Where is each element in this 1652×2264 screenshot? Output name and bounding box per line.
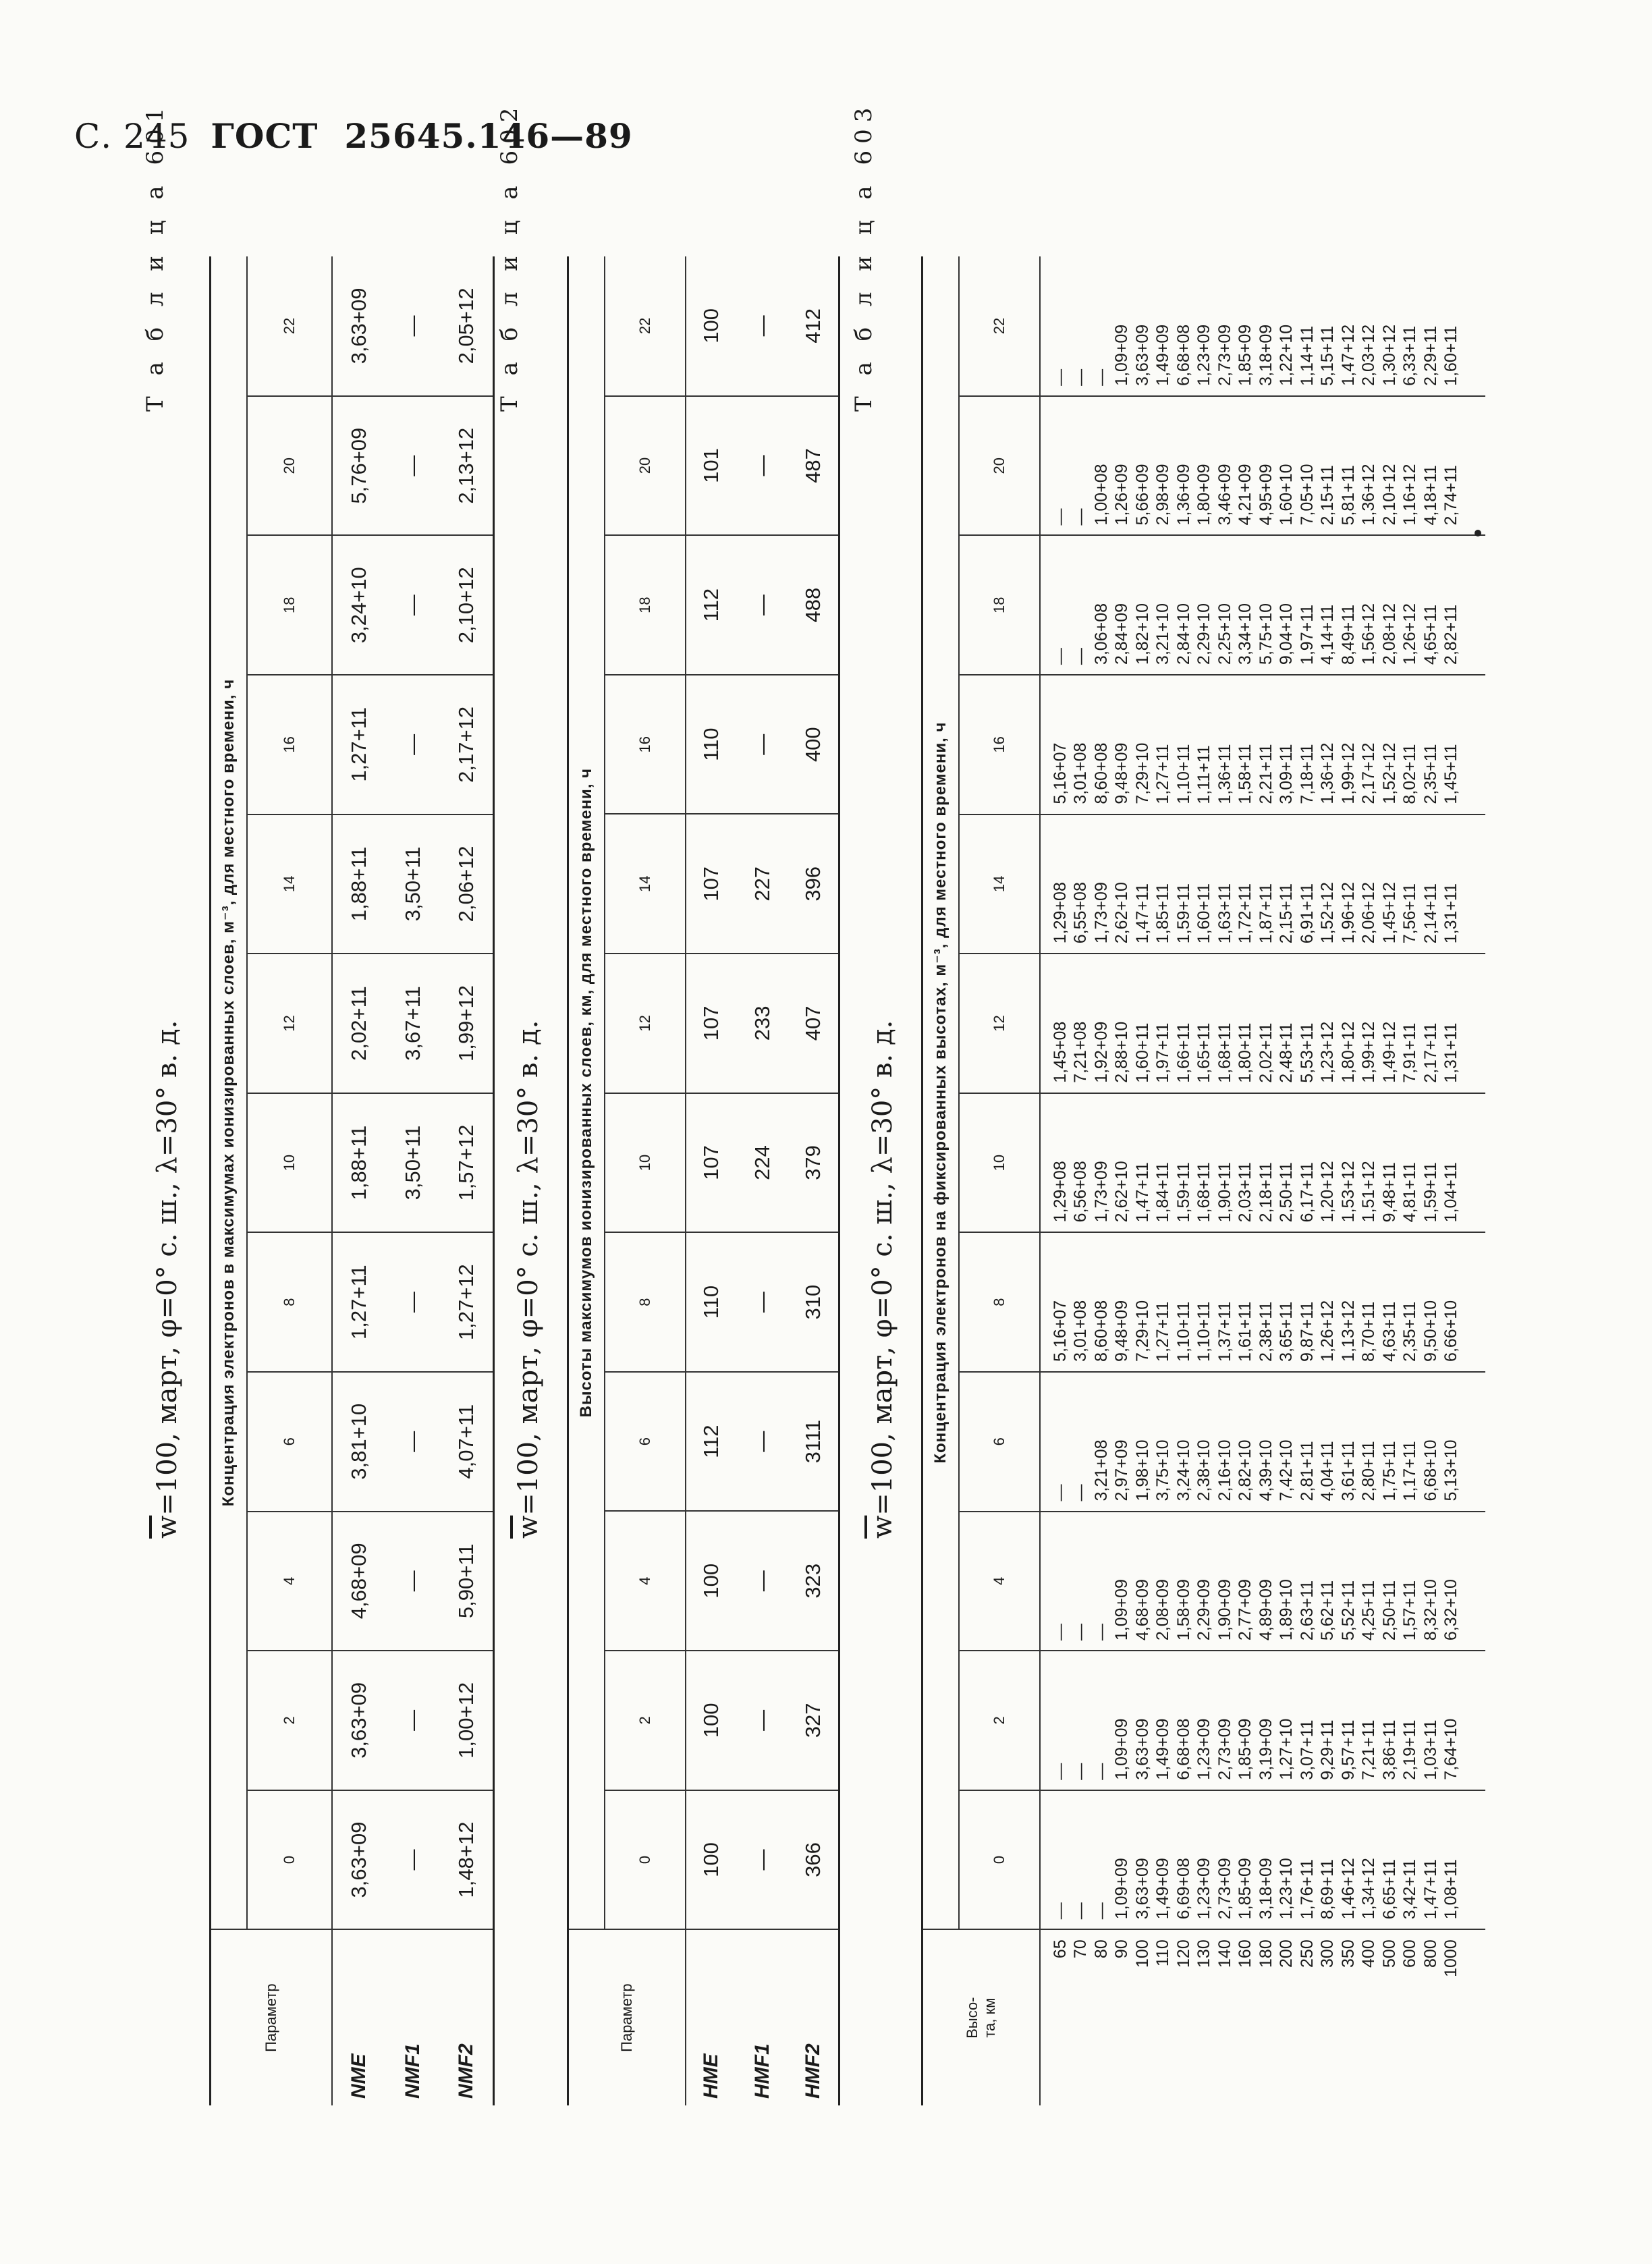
table-cell: 407 — [788, 954, 839, 1093]
hour-header: 10 — [959, 1093, 1040, 1233]
hour-header: 0 — [959, 1790, 1040, 1930]
table-601-caption: Концентрация электронов в максимумах ионизированных слоев, м⁻³, для местного времени, ч — [211, 256, 247, 1929]
table-row — [332, 256, 386, 2105]
table-601-label: Т а б л и ц а 601 — [142, 101, 169, 412]
hour-header: 6 — [959, 1372, 1040, 1512]
table-cell: — — [737, 396, 788, 536]
table-cell: 1,57+12 — [440, 1093, 494, 1233]
table-603-caption: Концентрация электронов на фиксированных высотах, м⁻³, для местного времени, ч — [923, 256, 959, 1929]
hour-header: 0 — [605, 1790, 686, 1930]
hour-header: 18 — [959, 535, 1040, 675]
table-cell: 327 — [788, 1651, 839, 1790]
hour-header: 6 — [605, 1372, 686, 1512]
hour-header: 8 — [247, 1232, 332, 1372]
table-cell: — — [737, 1651, 788, 1790]
table-cell: — — [386, 1512, 440, 1651]
table-cell: — — [386, 535, 440, 675]
data-column: — — — 1,09+09 3,63+09 1,49+09 6,69+08 1,23+09 2,73+09 1,85+09 3,18+09 1,23+10 1,76+11 8,69+11 1,46+12 1,34+12 6,65+11 3,42+11 1,47+11 1,08+11 — [1040, 1790, 1485, 1930]
hour-header: 22 — [959, 256, 1040, 396]
hour-header: 12 — [247, 954, 332, 1093]
table-cell: 112 — [686, 1372, 737, 1512]
data-column: — — — 1,09+09 3,63+09 1,49+09 6,68+08 1,23+09 2,73+09 1,85+09 3,18+09 1,22+10 1,14+11 5,15+11 1,47+12 2,03+12 1,30+12 6,33+11 2,29+11 1,60+11 — [1040, 256, 1485, 396]
hour-header: 22 — [605, 256, 686, 396]
table-cell: 3,81+10 — [332, 1372, 386, 1512]
table-cell: — — [386, 1790, 440, 1930]
hour-header: 8 — [959, 1232, 1040, 1372]
table-row — [686, 256, 737, 2105]
table-row — [737, 256, 788, 2105]
hour-header: 2 — [605, 1651, 686, 1790]
table-cell: 2,05+12 — [440, 256, 494, 396]
table-603-condition: $\overline{w}=100$, март, φ=0° с. ш., λ=30° в. д. — [867, 1020, 898, 1539]
data-column: 1,29+08 6,55+08 1,73+09 2,62+10 1,47+11 1,85+11 1,59+11 1,60+11 1,63+11 1,72+11 1,87+11 2,15+11 6,91+11 1,52+12 1,96+12 2,06+12 1,45+12 7,56+11 2,14+11 1,31+11 — [1040, 815, 1485, 954]
table-cell: 2,02+11 — [332, 954, 386, 1093]
table-cell: 1,27+12 — [440, 1232, 494, 1372]
table-cell: — — [386, 396, 440, 536]
table-cell: — — [737, 1511, 788, 1651]
table-cell: 3,24+10 — [332, 535, 386, 675]
data-column: — — 3,21+08 2,97+09 1,98+10 3,75+10 3,24+10 2,38+10 2,16+10 2,82+10 4,39+10 7,42+10 2,81+11 4,04+11 3,61+11 2,80+11 1,75+11 1,17+11 6,68+10 5,13+10 — [1040, 1372, 1485, 1512]
table-cell: 323 — [788, 1511, 839, 1651]
param-name: NMF2 — [454, 2043, 477, 2099]
table-cell: 366 — [788, 1790, 839, 1930]
hour-header: 0 — [247, 1790, 332, 1930]
table-row — [386, 256, 440, 2105]
table-601-condition: $\overline{w}=100$, март, φ=0° с. ш., λ=30° в. д. — [152, 1020, 183, 1539]
table-cell: 110 — [686, 1232, 737, 1372]
hour-header: 6 — [247, 1372, 332, 1512]
table-cell: 5,76+09 — [332, 396, 386, 536]
hour-header: 22 — [247, 256, 332, 396]
hour-header: 16 — [605, 675, 686, 815]
table-cell: 233 — [737, 954, 788, 1093]
table-cell: — — [386, 675, 440, 815]
table-cell: — — [386, 256, 440, 396]
hour-header: 8 — [605, 1232, 686, 1372]
hour-header: 14 — [605, 815, 686, 954]
data-column: 1,29+08 6,56+08 1,73+09 2,62+10 1,47+11 1,84+11 1,59+11 1,68+11 1,90+11 2,03+11 2,18+11 2,50+11 6,17+11 1,20+12 1,53+12 1,51+12 9,48+11 4,81+11 1,59+11 1,04+11 — [1040, 1093, 1485, 1233]
hour-header: 20 — [247, 396, 332, 536]
table-cell: — — [386, 1651, 440, 1790]
table-cell: — — [737, 1372, 788, 1512]
param-header: Параметр — [617, 1983, 635, 2052]
hour-header: 14 — [959, 815, 1040, 954]
data-column: 5,16+07 3,01+08 8,60+08 9,48+09 7,29+10 1,27+11 1,10+11 1,11+11 1,36+11 1,58+11 2,21+11 3,09+11 7,18+11 1,36+12 1,99+12 2,17+12 1,52+12 8,02+11 2,35+11 1,45+11 — [1040, 675, 1485, 815]
table-cell: 1,88+11 — [332, 1093, 386, 1233]
hour-header: 4 — [605, 1511, 686, 1651]
table-cell: 396 — [788, 815, 839, 954]
table-cell: 3111 — [788, 1372, 839, 1512]
hour-header: 10 — [605, 1093, 686, 1233]
table-cell: 400 — [788, 675, 839, 815]
table-cell: 3,50+11 — [386, 1093, 440, 1233]
hour-header: 2 — [959, 1651, 1040, 1790]
table-cell: 1,27+11 — [332, 675, 386, 815]
table-603 — [921, 256, 1485, 2105]
table-cell: 310 — [788, 1232, 839, 1372]
table-cell: 224 — [737, 1093, 788, 1233]
table-cell: 3,63+09 — [332, 1651, 386, 1790]
table-cell: 1,00+12 — [440, 1651, 494, 1790]
hour-header: 18 — [247, 535, 332, 675]
table-cell: 2,06+12 — [440, 815, 494, 954]
standard-number: 25645.146—89 — [344, 116, 633, 156]
table-row — [788, 256, 839, 2105]
data-column: — — 3,06+08 2,84+09 1,82+10 3,21+10 2,84+10 2,29+10 2,25+10 3,34+10 5,75+10 9,04+10 1,97+11 4,14+11 8,49+11 1,56+12 2,08+12 1,26+12 4,65+11 2,82+11 — [1040, 535, 1485, 675]
table-602 — [567, 256, 840, 2105]
table-cell: 379 — [788, 1093, 839, 1233]
hour-header: 14 — [247, 815, 332, 954]
hour-header: 4 — [247, 1512, 332, 1651]
table-cell: 412 — [788, 256, 839, 396]
data-column: 1,45+08 7,21+08 1,92+09 2,88+10 1,60+11 1,97+11 1,66+11 1,65+11 1,68+11 1,80+11 2,02+11 2,48+11 5,53+11 1,23+12 1,80+12 1,99+12 1,49+12 7,91+11 2,17+11 1,31+11 — [1040, 954, 1485, 1093]
table-cell: — — [737, 675, 788, 815]
param-header: Параметр — [262, 1983, 279, 2052]
data-column: — — — 1,09+09 4,68+09 2,08+09 1,58+09 2,29+09 1,90+09 2,77+09 4,89+09 1,89+10 2,63+11 5,62+11 5,52+11 4,25+11 2,50+11 1,57+11 8,32+10 6,32+10 — [1040, 1512, 1485, 1651]
hour-header: 16 — [959, 675, 1040, 815]
param-name: HMF1 — [750, 2043, 773, 2099]
table-cell: 5,90+11 — [440, 1512, 494, 1651]
table-cell: 2,17+12 — [440, 675, 494, 815]
hour-header: 20 — [959, 396, 1040, 536]
table-cell: 3,67+11 — [386, 954, 440, 1093]
table-cell: 100 — [686, 1790, 737, 1930]
table-cell: — — [386, 1372, 440, 1512]
table-cell: 101 — [686, 396, 737, 536]
table-cell: 107 — [686, 954, 737, 1093]
param-name: NMF1 — [401, 2043, 424, 2099]
table-row — [440, 256, 494, 2105]
table-cell: 107 — [686, 815, 737, 954]
table-cell: 1,27+11 — [332, 1232, 386, 1372]
table-602-caption: Высоты максимумов ионизированных слоев, км, для местного времени, ч — [568, 256, 605, 1929]
table-cell: 110 — [686, 675, 737, 815]
table-cell: 487 — [788, 396, 839, 536]
table-602-label: Т а б л и ц а 602 — [496, 101, 523, 412]
data-column: 5,16+07 3,01+08 8,60+08 9,48+09 7,29+10 1,27+11 1,10+11 1,10+11 1,37+11 1,61+11 2,38+11 3,65+11 9,87+11 1,26+12 1,13+12 8,70+11 4,63+11 2,35+11 9,50+10 6,66+10 — [1040, 1232, 1485, 1372]
table-cell: 2,10+12 — [440, 535, 494, 675]
hour-header: 4 — [959, 1512, 1040, 1651]
table-cell: 4,68+09 — [332, 1512, 386, 1651]
hour-header: 10 — [247, 1093, 332, 1233]
standard-name: ГОСТ — [211, 116, 319, 156]
table-cell: — — [737, 535, 788, 675]
table-601 — [209, 256, 495, 2105]
data-column: — — 1,00+08 1,26+09 5,66+09 2,98+09 1,36+09 1,80+09 3,46+09 4,21+09 4,95+09 1,60+10 7,05+10 2,15+11 5,81+11 1,36+12 2,10+12 1,16+12 4,18+11 2,74+11 — [1040, 396, 1485, 536]
data-column: — — — 1,09+09 3,63+09 1,49+09 6,68+08 1,23+09 2,73+09 1,85+09 3,19+09 1,27+10 3,07+11 9,29+11 9,57+11 7,21+11 3,86+11 2,19+11 1,03+11 7,64+10 — [1040, 1651, 1485, 1790]
ink-dot — [1475, 530, 1481, 536]
hour-header: 2 — [247, 1651, 332, 1790]
param-name: HME — [700, 2053, 722, 2099]
page-number: С. 245 — [74, 117, 190, 156]
hour-header: 20 — [605, 396, 686, 536]
table-cell: 4,07+11 — [440, 1372, 494, 1512]
table-row — [1040, 256, 1485, 2105]
table-cell: 3,63+09 — [332, 1790, 386, 1930]
altitude-column: 65 70 80 90 100 110 120 130 140 160 180 200 250 300 350 400 500 600 800 1000 — [1050, 1939, 1460, 1977]
altitude-header: Высо- та, км — [963, 1997, 998, 2039]
table-cell: — — [737, 256, 788, 396]
hour-header: 12 — [959, 954, 1040, 1093]
table-cell: 3,50+11 — [386, 815, 440, 954]
table-cell: 227 — [737, 815, 788, 954]
hour-header: 16 — [247, 675, 332, 815]
table-cell: 112 — [686, 535, 737, 675]
table-603-label: Т а б л и ц а 603 — [850, 101, 877, 412]
table-cell: — — [386, 1232, 440, 1372]
table-602-condition: $\overline{w}=100$, март, φ=0° с. ш., λ=30° в. д. — [513, 1020, 544, 1539]
param-name: HMF2 — [801, 2043, 824, 2099]
table-cell: 100 — [686, 1651, 737, 1790]
param-name: NME — [348, 2053, 370, 2099]
hour-header: 12 — [605, 954, 686, 1093]
table-cell: 100 — [686, 256, 737, 396]
table-cell: 2,13+12 — [440, 396, 494, 536]
table-cell: 488 — [788, 535, 839, 675]
table-cell: — — [737, 1790, 788, 1930]
table-cell: 1,99+12 — [440, 954, 494, 1093]
table-cell: 107 — [686, 1093, 737, 1233]
table-cell: 100 — [686, 1511, 737, 1651]
hour-header: 18 — [605, 535, 686, 675]
table-cell: 1,88+11 — [332, 815, 386, 954]
table-cell: — — [737, 1232, 788, 1372]
table-cell: 1,48+12 — [440, 1790, 494, 1930]
table-cell: 3,63+09 — [332, 256, 386, 396]
